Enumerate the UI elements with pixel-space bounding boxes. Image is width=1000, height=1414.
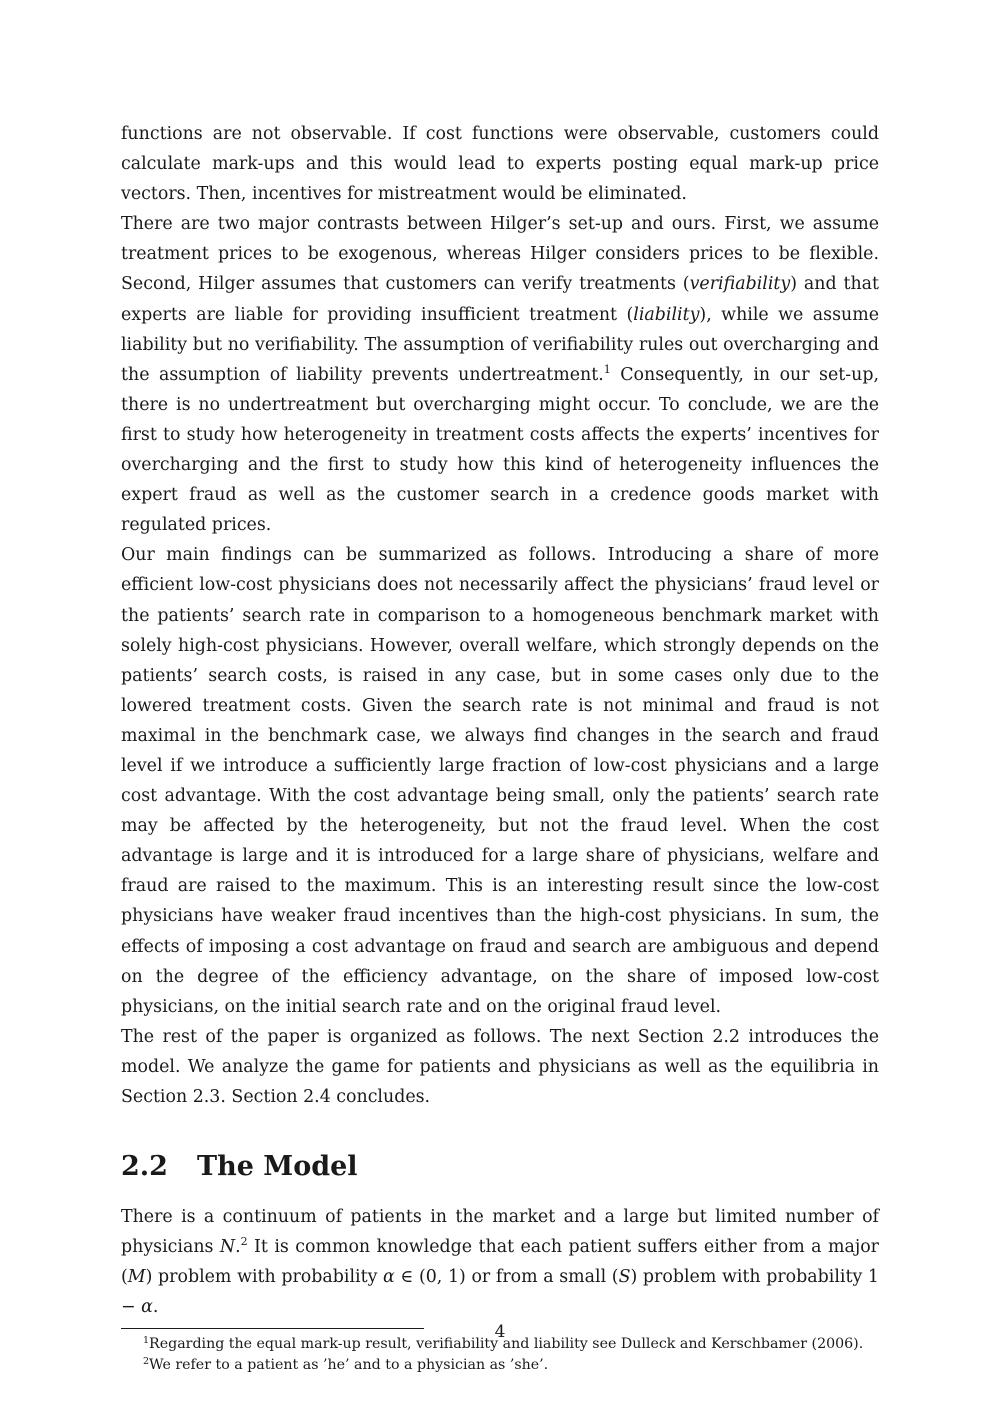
section-number: 2.2 [121,1151,168,1183]
footnote [121,1355,879,1376]
section-paragraph [121,1202,879,1322]
italic-text: α [141,1297,153,1318]
section-heading [121,1150,879,1184]
text-run: The rest of the paper is organized as follows. The next Section 2.2 introduces the model. We analyze the game for patients and physicians as well as the equilibria in Section 2.3. Section 2.4 concludes. [121,1026,879,1107]
text-run: . [152,1297,159,1318]
italic-text: M [127,1267,146,1288]
body-paragraph [121,209,879,540]
text-run: ), while we assume liability but no verifiability. The assumption of verifiability rules out overcharging and the assumption of liability prevents undertreatment. [121,304,879,385]
body-paragraphs [121,119,879,1112]
footnote-number: 1 [143,1335,150,1347]
text-run: . [235,1237,241,1258]
section-paragraph-container [121,1202,879,1322]
text-run: There is a continuum of patients in the market and a large but limited number of physicians [121,1207,879,1258]
text-run: Consequently, in our set-up, there is no undertreatment but overcharging might occur. To conclude, we are the first to study how heterogeneity in treatment costs affects the experts’ incentives for overcharging and the first to study how this kind of heterogeneity influences the expert fraud as well as the customer search in a credence goods market with regulated prices. [121,364,879,536]
page-body [121,119,879,1376]
italic-text: N [219,1237,236,1258]
footnote-text: Regarding the equal mark-up result, verifiability and liability see Dulleck and Kerschbamer (2006). [149,1336,864,1353]
page-number: 4 [494,1322,506,1342]
footnote-marker: 1 [603,362,611,376]
text-run: functions are not observable. If cost functions were observable, customers could calculate mark-ups and this would lead to experts posting equal mark-up price vectors. Then, incentives for mistreatment would be eliminated. [121,124,879,205]
footnote-number: 2 [143,1356,150,1368]
italic-text: liability [633,304,700,325]
italic-text: S [618,1267,631,1288]
section-title: The Model [197,1151,358,1183]
text-run: It is common knowledge that each patient suffers either from a major ( [121,1237,879,1288]
body-paragraph [121,1022,879,1112]
text-run: Our main findings can be summarized as follows. Introducing a share of more efficient low-cost physicians does not necessarily affect the physicians’ fraud level or the patients’ search rate in comparison to a homogeneous benchmark market with solely high-cost physicians. However, overall welfare, which strongly depends on the patients’ search costs, is raised in any case, but in some cases only due to the lowered treatment costs. Given the search rate is not minimal and fraud is not maximal in the benchmark case, we always find changes in the search and fraud level if we introduce a sufficiently large fraction of low-cost physicians and a large cost advantage. With the cost advantage being small, only the patients’ search rate may be affected by the heterogeneity, but not the fraud level. When the cost advantage is large and it is introduced for a large share of physicians, welfare and fraud are raised to the maximum. This is an interesting result since the low-cost physicians have weaker fraud incentives than the high-cost physicians. In sum, the effects of imposing a cost advantage on fraud and search are ambiguous and depend on the degree of the efficiency advantage, on the share of imposed low-cost physicians, on the initial search rate and on the original fraud level. [121,545,879,1017]
body-paragraph [121,540,879,1022]
text-run: ) problem with probability 1 − [121,1267,879,1318]
text-run: ) problem with probability [145,1267,384,1288]
italic-text: α [383,1267,395,1288]
footnote-text: We refer to a patient as ’he’ and to a physician as ’she’. [149,1357,549,1374]
text-run: ) and that experts are liable for providing insufficient treatment ( [121,274,880,325]
italic-text: verifiability [689,274,791,295]
text-run: ∈ (0, 1) or from a small ( [394,1267,619,1288]
footnote-marker: 2 [240,1235,248,1249]
body-paragraph [121,119,879,209]
text-run: There are two major contrasts between Hilger’s set-up and ours. First, we assume treatment prices to be exogenous, whereas Hilger considers prices to be flexible. Second, Hilger assumes that customers can verify treatments ( [121,214,879,295]
